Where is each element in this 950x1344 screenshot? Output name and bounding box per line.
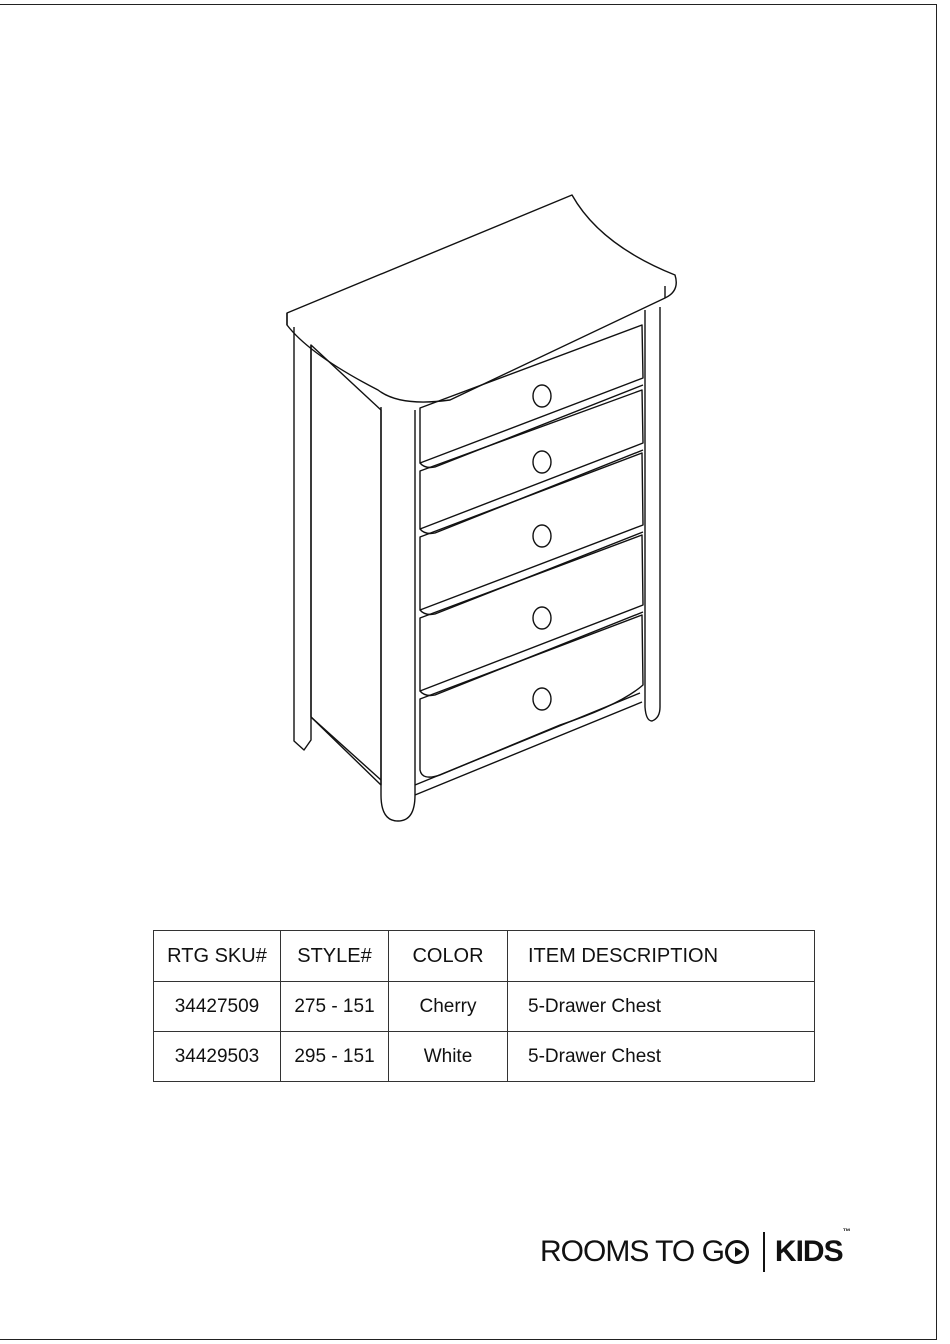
cell-style: 275 - 151 (281, 982, 389, 1032)
cell-description: 5-Drawer Chest (508, 982, 815, 1032)
left-side-panel (294, 327, 311, 750)
drawer-2 (420, 390, 643, 529)
drawer-5 (420, 615, 643, 777)
knob-3 (533, 525, 551, 547)
cell-description: 5-Drawer Chest (508, 1032, 815, 1082)
brand-logo (540, 1227, 850, 1274)
drawer-4 (420, 535, 643, 691)
right-rear-post (645, 307, 660, 721)
play-circle-icon (725, 1240, 749, 1264)
header-color: COLOR (389, 931, 508, 982)
left-side-inner (311, 345, 381, 785)
cell-color: Cherry (389, 982, 508, 1032)
drawers (420, 325, 643, 777)
front-left-post (381, 407, 415, 821)
cell-color: White (389, 1032, 508, 1082)
knob-5 (533, 688, 551, 710)
drawer-1 (420, 325, 643, 463)
drawer-3 (420, 453, 643, 610)
knob-2 (533, 451, 551, 473)
cell-style: 295 - 151 (281, 1032, 389, 1082)
chest-base (415, 693, 642, 795)
brand-kids-text: KIDS (774, 1235, 843, 1268)
logo-divider (763, 1232, 765, 1272)
knob-1 (533, 385, 551, 407)
knob-4 (533, 607, 551, 629)
brand-name-text: ROOMS TO G (540, 1235, 724, 1268)
table-header-row (154, 931, 815, 982)
brand-name (540, 1235, 749, 1269)
header-sku: RTG SKU# (154, 931, 281, 982)
cell-sku: 34429503 (154, 1032, 281, 1082)
table-row (154, 1032, 815, 1082)
chest-top (287, 195, 676, 402)
table-row (154, 982, 815, 1032)
header-description: ITEM DESCRIPTION (508, 931, 815, 982)
chest-top-edge (287, 286, 665, 325)
chest-illustration (280, 185, 690, 830)
brand-kids (774, 1227, 850, 1269)
cell-sku: 34427509 (154, 982, 281, 1032)
drawer-knobs (533, 385, 551, 710)
header-style: STYLE# (281, 931, 389, 982)
left-side-bottom (311, 717, 381, 780)
product-spec-table (153, 930, 815, 1082)
trademark-mark: ™ (842, 1227, 850, 1236)
